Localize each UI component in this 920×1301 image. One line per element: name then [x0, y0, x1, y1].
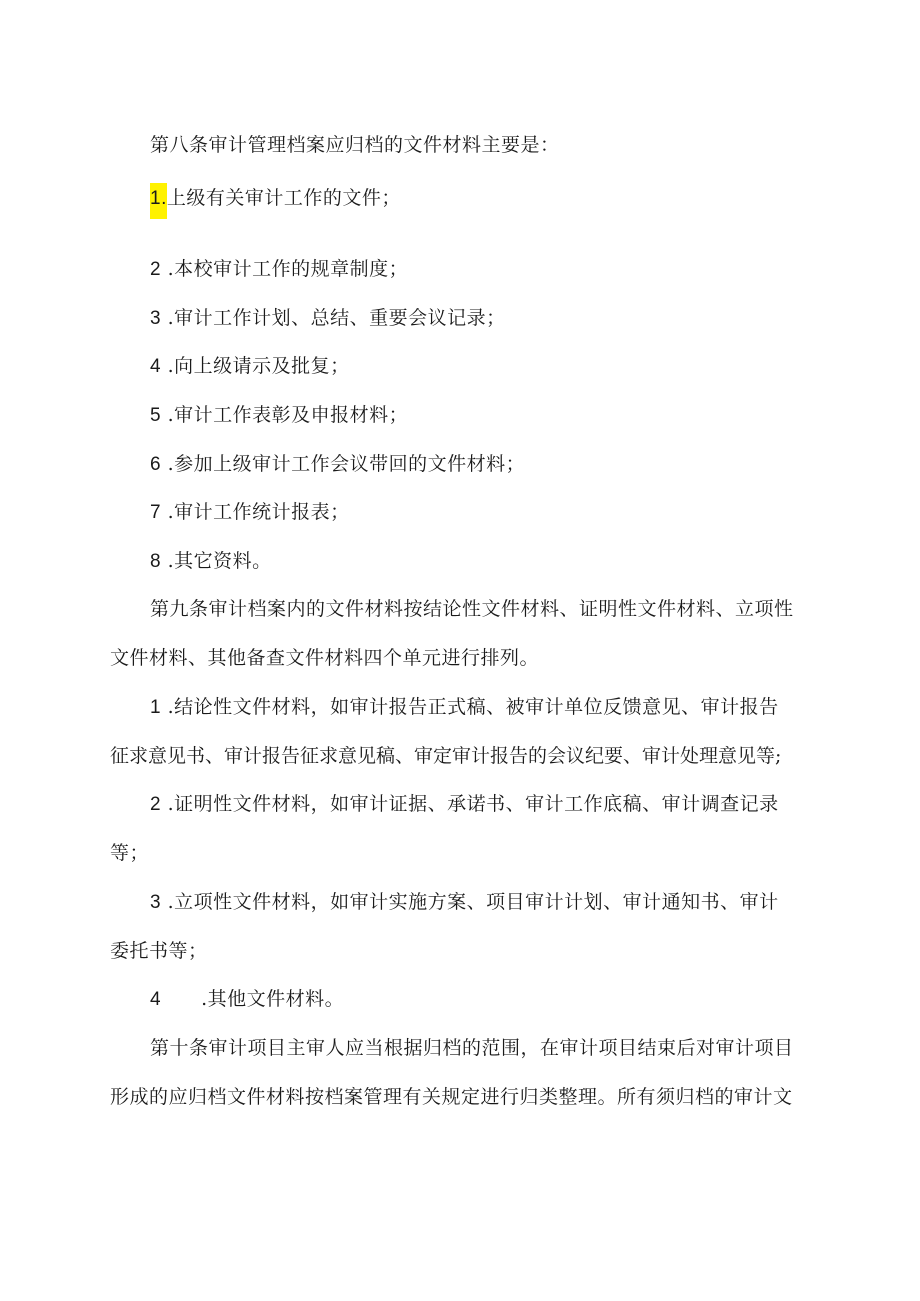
- item-text: 上级有关审计工作的文件；: [166, 187, 401, 209]
- item-text: .审计工作统计报表；: [167, 501, 350, 523]
- article8-item-7: [150, 500, 350, 525]
- item-number: 2: [150, 794, 162, 815]
- article10-line-2: 形成的应归档文件材料按档案管理有关规定进行归类整理。所有须归档的审计文: [110, 1086, 793, 1108]
- item-number-highlighted: 1.: [150, 183, 167, 219]
- article8-item-1: [150, 183, 401, 219]
- item-number: 4: [150, 356, 162, 377]
- item-text: .结论性文件材料，如审计报告正式稿、被审计单位反馈意见、审计报告: [167, 696, 779, 718]
- item-number: 5: [150, 405, 162, 426]
- article8-item-3: [150, 306, 506, 331]
- item-text: .证明性文件材料，如审计证据、承诺书、审计工作底稿、审计调查记录: [167, 793, 779, 815]
- article8-item-6: [150, 452, 525, 477]
- article8-item-8: [150, 549, 272, 574]
- item-number: 7: [150, 502, 162, 523]
- item-number: 1: [150, 697, 162, 718]
- item-text: .本校审计工作的规章制度；: [167, 258, 409, 280]
- item-text: .其他文件材料。: [201, 988, 345, 1010]
- article9-item-2-line-2: 等；: [110, 842, 150, 864]
- item-text: .审计工作表彰及申报材料；: [167, 404, 409, 426]
- item-text: .其它资料。: [167, 550, 272, 572]
- article9-item-1-line-1: [150, 695, 779, 720]
- article9-item-3-line-2: 委托书等；: [110, 940, 208, 962]
- article8-item-2: [150, 257, 408, 282]
- item-text: .向上级请示及批复；: [167, 355, 350, 377]
- article9-item-1-line-2: 征求意见书、审计报告征求意见稿、审定审计报告的会议纪要、审计处理意见等;: [110, 745, 782, 767]
- item-number: 6: [150, 454, 162, 475]
- article10-line-1: 第十条审计项目主审人应当根据归档的范围，在审计项目结束后对审计项目: [150, 1037, 794, 1059]
- article8-item-5: [150, 403, 408, 428]
- article8-item-4: [150, 354, 350, 379]
- item-number: 4: [150, 989, 162, 1010]
- item-number: 2: [150, 259, 162, 280]
- article9-line-1: 第九条审计档案内的文件材料按结论性文件材料、证明性文件材料、立项性: [150, 598, 794, 620]
- item-text: .立项性文件材料，如审计实施方案、项目审计计划、审计通知书、审计: [167, 891, 779, 913]
- article9-line-2: 文件材料、其他备查文件材料四个单元进行排列。: [110, 647, 540, 669]
- article9-item-3-line-1: [150, 890, 779, 915]
- item-text: .参加上级审计工作会议带回的文件材料；: [167, 453, 526, 475]
- item-text: .审计工作计划、总结、重要会议记录；: [167, 307, 506, 329]
- item-number: 3: [150, 308, 162, 329]
- item-number: 3: [150, 892, 162, 913]
- article9-item-4: [150, 987, 344, 1012]
- item-number: 8: [150, 551, 162, 572]
- article8-heading: 第八条审计管理档案应归档的文件材料主要是：: [150, 134, 560, 156]
- article9-item-2-line-1: [150, 792, 779, 817]
